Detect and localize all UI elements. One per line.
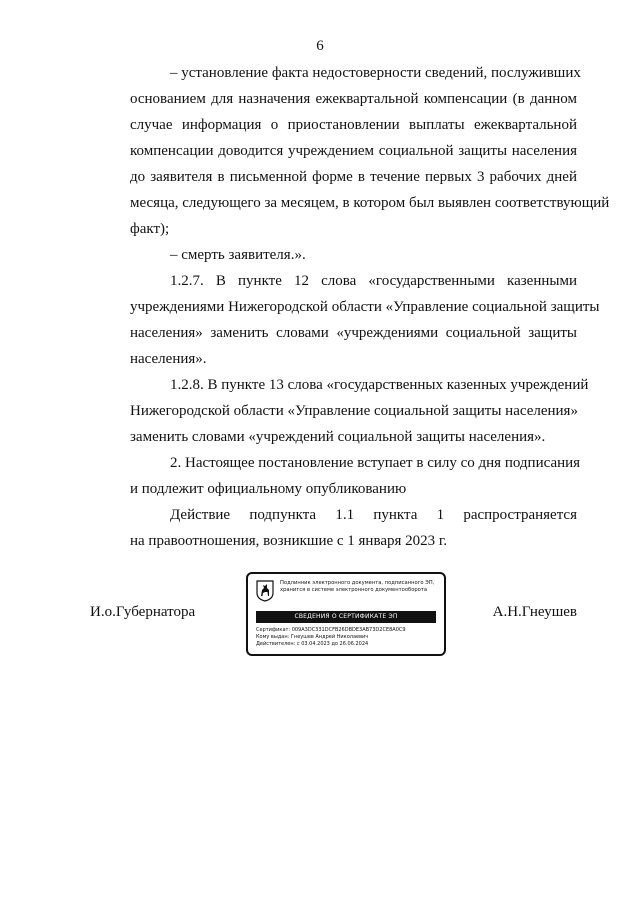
text-line: учреждениями Нижегородской области «Управление социальной защиты (130, 299, 600, 315)
text-line: и подлежит официальному опубликованию (130, 481, 407, 497)
stamp-title: СВЕДЕНИЯ О СЕРТИФИКАТЕ ЭП (256, 611, 436, 623)
signatory-position: И.о.Губернатора (90, 604, 196, 620)
text-line: заменить словами «учреждений социальной защиты населения». (130, 429, 546, 445)
text-line: – смерть заявителя.». (170, 247, 306, 263)
stamp-header (280, 580, 442, 594)
paragraph-1-2-8 (90, 372, 589, 450)
text-line: основанием для назначения ежеквартальной компенсации (в данном (130, 91, 577, 107)
certificate-validity: Действителен: с 03.04.2023 до 26.06.2024 (256, 641, 369, 647)
text-line: населения». (130, 351, 207, 367)
stamp-header-line: хранится в системе электронного документооборота (280, 587, 428, 593)
text-line: Нижегородской области «Управление социальной защиты населения» (130, 403, 578, 419)
paragraph-1-2-7 (90, 268, 600, 372)
certificate-owner: Кому выдан: Гнеушев Андрей Николаевич (256, 634, 369, 640)
text-line: 1.2.8. В пункте 13 слова «государственных казенных учреждений (170, 377, 589, 393)
certificate-number: Сертификат: 009A3DC331DCFB26DBDE3AB73D2CE8A0C9 (256, 627, 406, 633)
paragraph-effective (90, 450, 581, 502)
text-line: до заявителя в письменной форме в течение первых 3 рабочих дней (130, 169, 577, 185)
e-signature-stamp (246, 572, 446, 656)
text-line: случае информация о приостановлении выплаты ежеквартальной (130, 117, 577, 133)
text-line: Действие подпункта 1.1 пункта 1 распространяется (170, 507, 577, 523)
text-line: 2. Настоящее постановление вступает в силу со дня подписания (170, 455, 581, 471)
paragraph-retroactive (90, 502, 577, 554)
text-line: – установление факта недостоверности сведений, послуживших (170, 65, 581, 81)
text-line: на правоотношения, возникшие с 1 января 2023 г. (130, 533, 448, 549)
text-line: 1.2.7. В пункте 12 слова «государственными казенными (170, 273, 577, 289)
page-number: 6 (316, 38, 324, 54)
stamp-header-line: Подлинник электронного документа, подписанного ЭП, (280, 580, 435, 586)
nizhny-novgorod-emblem-icon (256, 580, 274, 602)
signatory-name: А.Н.Гнеушев (492, 604, 577, 620)
text-line: месяца, следующего за месяцем, в котором был выявлен соответствующий (130, 195, 610, 211)
text-line: населения» заменить словами «учреждениями социальной защиты (130, 325, 577, 341)
text-line: факт); (130, 221, 170, 237)
paragraph-grounds (90, 60, 610, 242)
stamp-details (256, 627, 440, 648)
paragraph-death (90, 242, 577, 268)
text-line: компенсации доводится учреждением социальной защиты населения (130, 143, 577, 159)
document-body (90, 60, 610, 554)
